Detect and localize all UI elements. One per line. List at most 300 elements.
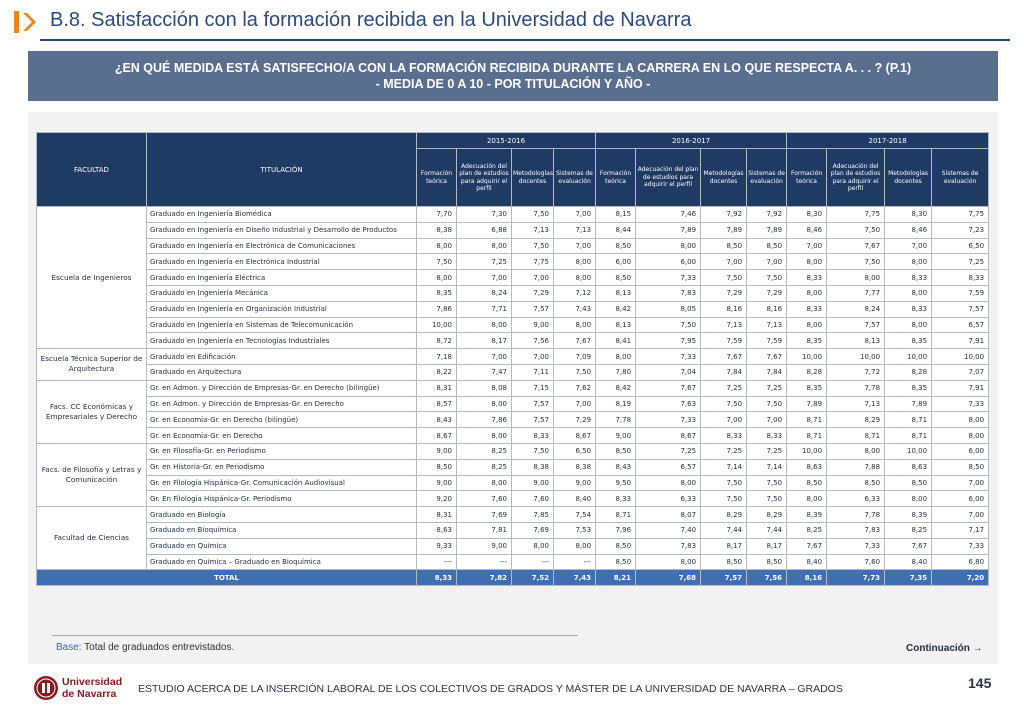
value-cell: 8,40	[554, 491, 596, 507]
value-cell: 8,13	[596, 317, 636, 333]
table-row	[37, 428, 989, 444]
value-cell: 8,15	[596, 207, 636, 223]
value-cell: 8,30	[787, 207, 827, 223]
value-cell: 8,35	[885, 380, 932, 396]
titulacion-cell: Gr. en Admon. y Dirección de Empresas-Gr. en Derecho	[147, 396, 417, 412]
value-cell: 7,44	[701, 522, 747, 538]
value-cell: 8,35	[787, 380, 827, 396]
value-cell: 8,63	[417, 522, 457, 538]
value-cell: 8,33	[787, 301, 827, 317]
base-note-label: Base:	[56, 642, 82, 653]
value-cell: 8,17	[747, 538, 787, 554]
value-cell: 8,38	[554, 459, 596, 475]
value-cell: 7,15	[512, 380, 554, 396]
value-cell: 8,00	[885, 254, 932, 270]
logo-line1: Universidad	[62, 676, 123, 688]
total-value-cell: 7,52	[512, 570, 554, 586]
value-cell: 8,05	[636, 301, 701, 317]
value-cell: 7,33	[932, 396, 989, 412]
value-cell: 8,00	[932, 412, 989, 428]
value-cell: 8,00	[417, 270, 457, 286]
value-cell: 7,33	[636, 412, 701, 428]
value-cell: 7,47	[457, 364, 512, 380]
value-cell: 8,00	[596, 349, 636, 365]
value-cell: 7,77	[827, 285, 885, 301]
value-cell: 8,39	[885, 507, 932, 523]
value-cell: 7,83	[636, 285, 701, 301]
value-cell: 7,85	[512, 507, 554, 523]
value-cell: 7,92	[701, 207, 747, 223]
value-cell: ---	[417, 554, 457, 570]
header-divider	[40, 39, 1010, 41]
value-cell: 8,00	[636, 475, 701, 491]
value-cell: 9,00	[512, 475, 554, 491]
total-value-cell: 7,35	[885, 570, 932, 586]
titulacion-cell: Graduado en Ingeniería en Electrónica Industrial	[147, 254, 417, 270]
value-cell: 9,00	[512, 317, 554, 333]
value-cell: 10,00	[885, 349, 932, 365]
facultad-cell: Escuela de Ingenieros	[37, 207, 147, 349]
question-text: ¿EN QUÉ MEDIDA ESTÁ SATISFECHO/A CON LA FORMACIÓN RECIBIDA DURANTE LA CARRERA EN LO QUE RESPECTA A. . . ? (P.1)	[114, 61, 912, 75]
table-row	[37, 396, 989, 412]
value-cell: 7,50	[554, 364, 596, 380]
subheader: Adecuación del plan de estudios para adquirir el perfil	[827, 149, 885, 207]
value-cell: 7,17	[932, 522, 989, 538]
page-header	[0, 0, 1024, 44]
value-cell: 7,50	[701, 396, 747, 412]
value-cell: 7,69	[457, 507, 512, 523]
value-cell: 7,25	[747, 380, 787, 396]
value-cell: 8,07	[636, 507, 701, 523]
total-value-cell: 7,43	[554, 570, 596, 586]
table-row	[37, 254, 989, 270]
value-cell: 7,00	[747, 254, 787, 270]
value-cell: 8,00	[636, 554, 701, 570]
value-cell: 8,33	[885, 301, 932, 317]
value-cell: 6,00	[932, 491, 989, 507]
value-cell: 10,00	[787, 349, 827, 365]
value-cell: 8,00	[787, 491, 827, 507]
facultad-cell: Facultad de Ciencias	[37, 507, 147, 570]
value-cell: 7,00	[701, 412, 747, 428]
value-cell: 7,50	[701, 475, 747, 491]
subheader: Metodologías docentes	[512, 149, 554, 207]
value-cell: 8,13	[596, 285, 636, 301]
total-value-cell: 7,57	[701, 570, 747, 586]
total-value-cell: 8,16	[787, 570, 827, 586]
value-cell: 8,00	[457, 475, 512, 491]
value-cell: 7,00	[932, 507, 989, 523]
value-cell: 7,14	[701, 459, 747, 475]
value-cell: 7,00	[554, 396, 596, 412]
value-cell: 8,25	[885, 522, 932, 538]
subheader: Sistemas de evaluación	[554, 149, 596, 207]
value-cell: 8,00	[457, 238, 512, 254]
value-cell: 7,88	[827, 459, 885, 475]
value-cell: 7,60	[512, 491, 554, 507]
value-cell: 7,29	[512, 285, 554, 301]
titulacion-cell: Graduado en Química – Graduado en Bioquímica	[147, 554, 417, 570]
value-cell: 8,50	[596, 443, 636, 459]
titulacion-cell: Graduado en Ingeniería en Tecnologías Industriales	[147, 333, 417, 349]
value-cell: 8,31	[417, 380, 457, 396]
value-cell: 7,25	[747, 443, 787, 459]
value-cell: 7,07	[932, 364, 989, 380]
total-label: TOTAL	[37, 570, 417, 586]
value-cell: 7,00	[457, 270, 512, 286]
value-cell: 6,33	[827, 491, 885, 507]
value-cell: 6,57	[636, 459, 701, 475]
value-cell: 7,89	[636, 222, 701, 238]
value-cell: 7,78	[827, 507, 885, 523]
value-cell: 9,00	[457, 538, 512, 554]
value-cell: 7,67	[554, 333, 596, 349]
total-value-cell: 7,82	[457, 570, 512, 586]
titulacion-cell: Gr. en Filología Hispánica-Gr. Comunicación Audiovisual	[147, 475, 417, 491]
table-row	[37, 459, 989, 475]
value-cell: 8,35	[885, 333, 932, 349]
value-cell: 7,50	[512, 207, 554, 223]
value-cell: 10,00	[417, 317, 457, 333]
total-value-cell: 7,68	[636, 570, 701, 586]
subheader: Adecuación del plan de estudios para adquirir el perfil	[636, 149, 701, 207]
value-cell: 8,17	[457, 333, 512, 349]
value-cell: 7,78	[596, 412, 636, 428]
value-cell: 8,00	[827, 270, 885, 286]
base-note	[56, 642, 234, 653]
value-cell: 7,69	[512, 522, 554, 538]
value-cell: 8,00	[827, 443, 885, 459]
value-cell: 7,71	[457, 301, 512, 317]
subheader: Metodologías docentes	[701, 149, 747, 207]
value-cell: 8,50	[827, 475, 885, 491]
value-cell: 7,23	[932, 222, 989, 238]
titulacion-cell: Gr. en Economía-Gr. en Derecho (bilingüe)	[147, 412, 417, 428]
value-cell: 8,43	[417, 412, 457, 428]
value-cell: 9,00	[554, 475, 596, 491]
value-cell: 7,78	[827, 380, 885, 396]
note-divider	[52, 635, 578, 636]
value-cell: 7,57	[512, 412, 554, 428]
value-cell: 8,42	[596, 380, 636, 396]
table-row	[37, 475, 989, 491]
value-cell: 8,00	[512, 538, 554, 554]
value-cell: 8,71	[885, 412, 932, 428]
table-row	[37, 507, 989, 523]
value-cell: 8,25	[787, 522, 827, 538]
value-cell: 8,50	[885, 475, 932, 491]
titulacion-cell: Graduado en Edificación	[147, 349, 417, 365]
value-cell: 7,12	[554, 285, 596, 301]
value-cell: 7,72	[827, 364, 885, 380]
question-banner	[28, 51, 998, 101]
value-cell: 7,13	[827, 396, 885, 412]
page-title: B.8. Satisfacción con la formación recibida en la Universidad de Navarra	[50, 9, 692, 31]
value-cell: 8,63	[787, 459, 827, 475]
subheader: Formación teórica	[596, 149, 636, 207]
value-cell: 8,50	[701, 554, 747, 570]
value-cell: 8,28	[885, 364, 932, 380]
value-cell: 7,29	[747, 285, 787, 301]
value-cell: 8,00	[885, 285, 932, 301]
value-cell: 8,00	[457, 428, 512, 444]
value-cell: 7,67	[827, 238, 885, 254]
value-cell: 8,25	[457, 459, 512, 475]
value-cell: 7,83	[636, 538, 701, 554]
value-cell: 7,33	[636, 349, 701, 365]
value-cell: 7,75	[932, 207, 989, 223]
value-cell: 7,84	[747, 364, 787, 380]
continue-label: Continuación	[906, 643, 970, 654]
value-cell: 8,33	[701, 428, 747, 444]
continue-link[interactable]	[906, 643, 983, 654]
subheader: Sistemas de evaluación	[747, 149, 787, 207]
value-cell: 7,50	[417, 254, 457, 270]
value-cell: 6,00	[932, 443, 989, 459]
value-cell: 7,25	[457, 254, 512, 270]
value-cell: 10,00	[885, 443, 932, 459]
value-cell: 8,29	[701, 507, 747, 523]
total-value-cell: 7,20	[932, 570, 989, 586]
arrow-right-icon: →	[972, 643, 983, 654]
table-row	[37, 207, 989, 223]
value-cell: 8,19	[596, 396, 636, 412]
value-cell: 7,00	[457, 349, 512, 365]
value-cell: 8,33	[747, 428, 787, 444]
table-row	[37, 270, 989, 286]
titulacion-cell: Gr. en Economía-Gr. en Derecho	[147, 428, 417, 444]
value-cell: 8,71	[787, 428, 827, 444]
value-cell: 7,00	[701, 254, 747, 270]
value-cell: 8,41	[596, 333, 636, 349]
table-row	[37, 380, 989, 396]
value-cell: 8,71	[787, 412, 827, 428]
value-cell: 9,00	[596, 428, 636, 444]
value-cell: ---	[457, 554, 512, 570]
value-cell: 8,00	[787, 317, 827, 333]
value-cell: 7,25	[932, 254, 989, 270]
value-cell: 7,13	[701, 317, 747, 333]
value-cell: 7,18	[417, 349, 457, 365]
value-cell: 7,75	[512, 254, 554, 270]
value-cell: 7,62	[554, 380, 596, 396]
value-cell: 7,44	[747, 522, 787, 538]
value-cell: 6,57	[932, 317, 989, 333]
titulacion-cell: Graduado en Química	[147, 538, 417, 554]
value-cell: 7,75	[827, 207, 885, 223]
value-cell: 7,67	[885, 538, 932, 554]
value-cell: 8,00	[636, 238, 701, 254]
subheader: Metodologías docentes	[885, 149, 932, 207]
value-cell: 10,00	[827, 349, 885, 365]
value-cell: 8,24	[827, 301, 885, 317]
value-cell: 8,22	[417, 364, 457, 380]
table-row	[37, 538, 989, 554]
value-cell: 8,42	[596, 301, 636, 317]
table-row	[37, 333, 989, 349]
value-cell: 7,92	[747, 207, 787, 223]
value-cell: 8,16	[747, 301, 787, 317]
titulacion-cell: Graduado en Bioquímica	[147, 522, 417, 538]
value-cell: 8,00	[457, 317, 512, 333]
value-cell: 7,60	[457, 491, 512, 507]
table-row	[37, 364, 989, 380]
value-cell: 9,00	[417, 475, 457, 491]
value-cell: 7,59	[701, 333, 747, 349]
value-cell: 7,50	[636, 317, 701, 333]
titulacion-cell: Graduado en Biología	[147, 507, 417, 523]
value-cell: 8,00	[787, 285, 827, 301]
titulacion-cell: Graduado en Ingeniería en Sistemas de Telecomunicación	[147, 317, 417, 333]
value-cell: 8,50	[747, 238, 787, 254]
value-cell: 7,29	[554, 412, 596, 428]
value-cell: 8,67	[554, 428, 596, 444]
value-cell: 10,00	[787, 443, 827, 459]
value-cell: 8,08	[457, 380, 512, 396]
value-cell: 7,50	[512, 238, 554, 254]
value-cell: 8,17	[701, 538, 747, 554]
value-cell: 6,88	[457, 222, 512, 238]
year-header: 2015-2016	[417, 133, 596, 149]
value-cell: 7,95	[636, 333, 701, 349]
value-cell: 7,50	[747, 491, 787, 507]
titulacion-cell: Gr. En Filología Hispánica-Gr. Periodismo	[147, 491, 417, 507]
value-cell: 8,35	[417, 285, 457, 301]
table-row	[37, 491, 989, 507]
total-value-cell: 8,33	[417, 570, 457, 586]
value-cell: 7,59	[932, 285, 989, 301]
value-cell: 8,33	[932, 270, 989, 286]
value-cell: 7,57	[827, 317, 885, 333]
value-cell: 7,30	[457, 207, 512, 223]
table-row	[37, 301, 989, 317]
value-cell: 7,84	[701, 364, 747, 380]
question-subtitle: - MEDIA DE 0 A 10 - POR TITULACIÓN Y AÑO -	[375, 77, 651, 91]
value-cell: 7,00	[885, 238, 932, 254]
value-cell: 8,50	[596, 238, 636, 254]
value-cell: 8,28	[787, 364, 827, 380]
value-cell: 8,00	[457, 396, 512, 412]
subheader: Formación teórica	[787, 149, 827, 207]
value-cell: 8,57	[417, 396, 457, 412]
table-row	[37, 522, 989, 538]
value-cell: 7,13	[747, 317, 787, 333]
table-row	[37, 222, 989, 238]
titulacion-cell: Graduado en Ingeniería en Diseño Industrial y Desarrollo de Productos	[147, 222, 417, 238]
value-cell: 8,24	[457, 285, 512, 301]
value-cell: 7,57	[932, 301, 989, 317]
value-cell: 6,50	[554, 443, 596, 459]
value-cell: 9,33	[417, 538, 457, 554]
value-cell: 8,31	[417, 507, 457, 523]
value-cell: 8,39	[787, 507, 827, 523]
value-cell: 7,80	[596, 364, 636, 380]
value-cell: 8,46	[787, 222, 827, 238]
col-titulacion: TITULACIÓN	[147, 133, 417, 207]
titulacion-cell: Gr. en Admon. y Dirección de Empresas-Gr. en Derecho (bilingüe)	[147, 380, 417, 396]
year-header: 2016-2017	[596, 133, 787, 149]
value-cell: 8,25	[457, 443, 512, 459]
value-cell: 8,43	[596, 459, 636, 475]
value-cell: 8,38	[512, 459, 554, 475]
value-cell: 7,91	[932, 380, 989, 396]
value-cell: 6,80	[932, 554, 989, 570]
value-cell: 7,40	[636, 522, 701, 538]
total-value-cell: 7,73	[827, 570, 885, 586]
value-cell: 8,00	[885, 491, 932, 507]
value-cell: 7,50	[827, 254, 885, 270]
value-cell: 8,00	[554, 538, 596, 554]
value-cell: 7,67	[636, 380, 701, 396]
total-value-cell: 8,21	[596, 570, 636, 586]
table-row	[37, 349, 989, 365]
titulacion-cell: Gr. en Historia-Gr. en Periodismo	[147, 459, 417, 475]
value-cell: 8,50	[417, 459, 457, 475]
table-row	[37, 285, 989, 301]
logo-text	[62, 676, 122, 700]
value-cell: 8,38	[417, 222, 457, 238]
value-cell: 7,04	[636, 364, 701, 380]
value-cell: 7,43	[554, 301, 596, 317]
facultad-cell: Facs. CC Económicas y Empresariales y Derecho	[37, 380, 147, 443]
value-cell: 7,96	[596, 522, 636, 538]
value-cell: 7,89	[885, 396, 932, 412]
value-cell: 7,53	[554, 522, 596, 538]
titulacion-cell: Graduado en Ingeniería Biomédica	[147, 207, 417, 223]
value-cell: 7,50	[747, 475, 787, 491]
total-row	[37, 570, 989, 586]
value-cell: 7,50	[747, 396, 787, 412]
value-cell: 7,14	[747, 459, 787, 475]
value-cell: 8,16	[701, 301, 747, 317]
value-cell: 8,50	[596, 270, 636, 286]
value-cell: 8,33	[787, 270, 827, 286]
value-cell: 8,33	[512, 428, 554, 444]
value-cell: 7,29	[701, 285, 747, 301]
value-cell: 7,67	[747, 349, 787, 365]
value-cell: 7,00	[512, 349, 554, 365]
facultad-cell: Facs. de Filosofía y Letras y Comunicación	[37, 443, 147, 506]
value-cell: 7,33	[636, 270, 701, 286]
value-cell: 7,83	[827, 522, 885, 538]
value-cell: 8,00	[554, 270, 596, 286]
value-cell: 8,13	[827, 333, 885, 349]
table-row	[37, 412, 989, 428]
value-cell: ---	[512, 554, 554, 570]
value-cell: 9,20	[417, 491, 457, 507]
value-cell: 8,46	[885, 222, 932, 238]
value-cell: 8,71	[827, 428, 885, 444]
value-cell: 7,57	[512, 301, 554, 317]
value-cell: 8,30	[885, 207, 932, 223]
value-cell: 7,86	[457, 412, 512, 428]
value-cell: 7,50	[701, 491, 747, 507]
value-cell: 7,70	[417, 207, 457, 223]
value-cell: 6,00	[636, 254, 701, 270]
value-cell: 9,00	[417, 443, 457, 459]
value-cell: 8,00	[554, 317, 596, 333]
value-cell: 7,89	[701, 222, 747, 238]
value-cell: 7,89	[747, 222, 787, 238]
value-cell: 8,35	[787, 333, 827, 349]
university-seal-icon	[33, 675, 59, 701]
footer-title: ESTUDIO ACERCA DE LA INSERCIÓN LABORAL DE LOS COLECTIVOS DE GRADOS Y MÁSTER DE LA UNIVERSIDAD DE NAVARRA – GRADOS	[138, 683, 843, 695]
value-cell: 8,00	[885, 317, 932, 333]
table-row	[37, 554, 989, 570]
value-cell: 7,59	[747, 333, 787, 349]
value-cell: 7,25	[701, 380, 747, 396]
value-cell: 7,13	[512, 222, 554, 238]
